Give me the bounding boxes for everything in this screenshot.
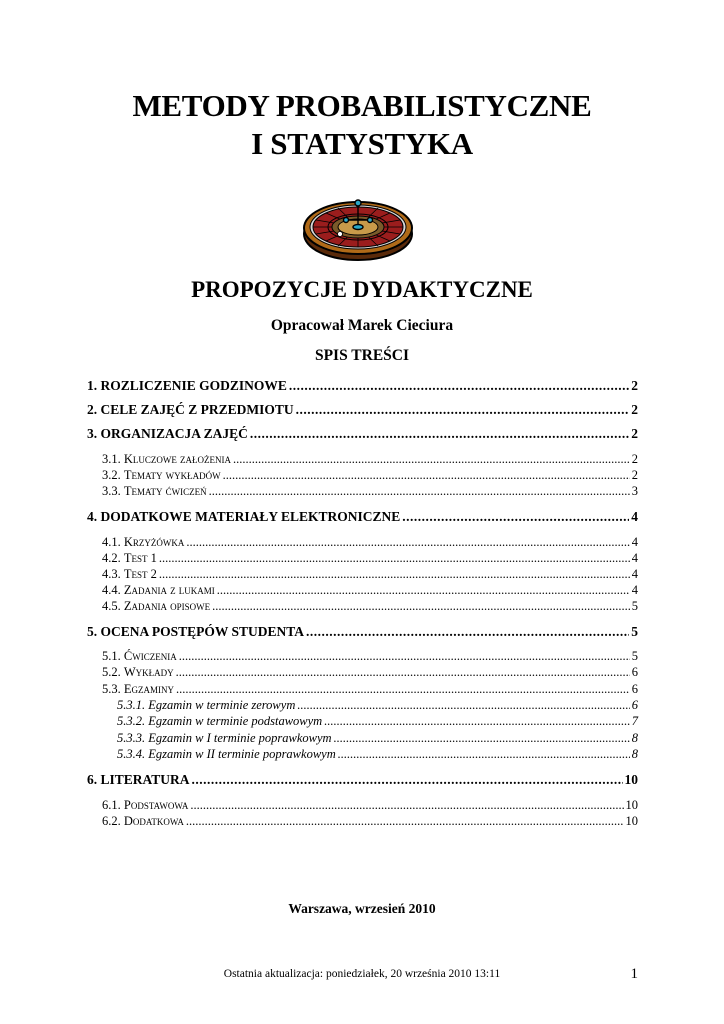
toc-leader bbox=[186, 813, 624, 829]
toc-entry-4-2[interactable] bbox=[102, 550, 638, 566]
toc-heading: SPIS TREŚCI bbox=[314, 347, 410, 364]
toc-page-number: 2 bbox=[631, 402, 638, 417]
toc-entry-label: Podstawowa bbox=[123, 798, 189, 812]
toc-entry-label: 1. ROZLICZENIE GODZINOWE bbox=[87, 378, 287, 393]
toc-leader bbox=[209, 483, 630, 499]
toc-entry-label: 5. OCENA POSTĘPÓW STUDENTA bbox=[87, 624, 305, 639]
toc-entry-label: Wykłady bbox=[123, 665, 174, 679]
toc-page-number: 10 bbox=[624, 772, 638, 787]
toc-entry-number: 4.4. bbox=[102, 583, 124, 597]
toc-entry-label: Tematy ćwiczeń bbox=[123, 484, 207, 498]
toc-page-number: 3 bbox=[631, 484, 638, 498]
toc-entry-number: 4.2. bbox=[102, 551, 124, 565]
toc-entry-label: Krzyżówka bbox=[123, 535, 185, 549]
toc-leader bbox=[176, 664, 630, 680]
toc-page-number: 2 bbox=[631, 426, 638, 441]
author-line: Opracował Marek Cieciura bbox=[270, 317, 454, 334]
toc-leader bbox=[250, 425, 629, 443]
toc-entry-number: 4.3. bbox=[102, 567, 124, 581]
toc-entry-label: Test 2 bbox=[123, 567, 157, 581]
toc-entry-number: 5.3. bbox=[102, 682, 124, 696]
toc-page-number: 8 bbox=[631, 731, 638, 745]
toc-entry-label: Egzaminy bbox=[123, 682, 175, 696]
toc-leader bbox=[306, 623, 629, 641]
toc-entry-label: Test 1 bbox=[123, 551, 157, 565]
toc-entry-6-1[interactable] bbox=[102, 797, 638, 813]
toc-page-number: 4 bbox=[631, 535, 638, 549]
toc-entry-label: Dodatkowa bbox=[123, 814, 184, 828]
footer-last-update: Ostatnia aktualizacja: poniedziałek, 20 września 2010 13:11 bbox=[223, 968, 501, 980]
toc-entry-5-3-1[interactable] bbox=[117, 697, 638, 713]
toc-entry-number: 6.2. bbox=[102, 814, 124, 828]
toc-entry-number: 5.1. bbox=[102, 649, 124, 663]
toc-page-number: 5 bbox=[631, 624, 638, 639]
toc-entry-number: 5.2. bbox=[102, 665, 124, 679]
toc-entry-number: 3.3. bbox=[102, 484, 124, 498]
toc-entry-number: 3.2. bbox=[102, 468, 124, 482]
toc-page-number: 10 bbox=[625, 798, 638, 812]
toc-page-number: 2 bbox=[631, 452, 638, 466]
toc-entry-number: 4.5. bbox=[102, 599, 124, 613]
toc-leader bbox=[402, 508, 629, 526]
toc-page-number: 4 bbox=[631, 567, 638, 581]
toc-leader bbox=[186, 534, 629, 550]
toc-leader bbox=[192, 771, 623, 789]
toc-page-number: 4 bbox=[631, 509, 638, 524]
toc-entry-label: 2. CELE ZAJĘĆ Z PRZEDMIOTU bbox=[87, 402, 294, 417]
toc-leader bbox=[289, 377, 629, 395]
toc-entry-label: Tematy wykładów bbox=[123, 468, 221, 482]
toc-page-number: 10 bbox=[625, 814, 638, 828]
toc-entry-3-3[interactable] bbox=[102, 483, 638, 499]
toc-leader bbox=[176, 681, 630, 697]
toc-page-number: 6 bbox=[631, 698, 638, 712]
toc-entry-label: Zadania z lukami bbox=[123, 583, 215, 597]
toc-entry-label: 5.3.4. Egzamin w II terminie poprawkowym bbox=[117, 747, 336, 761]
toc-entry-4-4[interactable] bbox=[102, 582, 638, 598]
document-subtitle: PROPOZYCJE DYDAKTYCZNE bbox=[191, 277, 533, 302]
toc-leader bbox=[324, 713, 630, 729]
toc-page-number: 8 bbox=[631, 747, 638, 761]
toc-page-number: 2 bbox=[631, 378, 638, 393]
toc-entry-6[interactable] bbox=[87, 771, 638, 789]
toc-leader bbox=[297, 697, 629, 713]
toc-entry-label: Kluczowe założenia bbox=[123, 452, 232, 466]
toc-entry-label: 3. ORGANIZACJA ZAJĘĆ bbox=[87, 426, 248, 441]
toc-entry-4[interactable] bbox=[87, 508, 638, 526]
toc-entry-number: 4.1. bbox=[102, 535, 124, 549]
place-and-date: Warszawa, wrzesień 2010 bbox=[288, 901, 436, 916]
toc-entry-3[interactable] bbox=[87, 425, 638, 443]
toc-entry-label: 4. DODATKOWE MATERIAŁY ELEKTRONICZNE bbox=[87, 509, 401, 524]
roulette-wheel-icon bbox=[302, 190, 414, 262]
toc-entry-3-2[interactable] bbox=[102, 467, 638, 483]
toc-leader bbox=[212, 598, 630, 614]
toc-page-number: 4 bbox=[631, 583, 638, 597]
toc-leader bbox=[217, 582, 630, 598]
toc-entry-label: 5.3.3. Egzamin w I terminie poprawkowym bbox=[117, 731, 332, 745]
toc-leader bbox=[159, 566, 630, 582]
toc-leader bbox=[296, 401, 630, 419]
toc-entry-number: 3.1. bbox=[102, 452, 124, 466]
page-number: 1 bbox=[630, 966, 638, 982]
toc-page-number: 5 bbox=[631, 599, 638, 613]
toc-entry-5-3-3[interactable] bbox=[117, 730, 638, 746]
toc-entry-4-5[interactable] bbox=[102, 598, 638, 614]
toc-entry-label: Zadania opisowe bbox=[123, 599, 211, 613]
toc-entry-5-3-2[interactable] bbox=[117, 713, 638, 729]
toc-entry-label: 6. LITERATURA bbox=[87, 772, 190, 787]
toc-entry-label: 5.3.2. Egzamin w terminie podstawowym bbox=[117, 714, 323, 728]
document-title-line1: METODY PROBABILISTYCZNE bbox=[132, 88, 592, 123]
toc-page-number: 6 bbox=[631, 682, 638, 696]
toc-page-number: 5 bbox=[631, 649, 638, 663]
toc-entry-number: 6.1. bbox=[102, 798, 124, 812]
toc-entry-5-2[interactable] bbox=[102, 664, 638, 680]
toc-leader bbox=[338, 746, 630, 762]
toc-entry-3-1[interactable] bbox=[102, 451, 638, 467]
document-title-line2: I STATYSTYKA bbox=[251, 126, 473, 161]
toc-leader bbox=[233, 451, 630, 467]
toc-entry-label: 5.3.1. Egzamin w terminie zerowym bbox=[117, 698, 296, 712]
toc-page-number: 2 bbox=[631, 468, 638, 482]
toc-entry-4-3[interactable] bbox=[102, 566, 638, 582]
toc-entry-5[interactable] bbox=[87, 623, 638, 641]
toc-entry-4-1[interactable] bbox=[102, 534, 638, 550]
toc-leader bbox=[334, 730, 630, 746]
toc-leader bbox=[179, 648, 630, 664]
toc-entry-6-2[interactable] bbox=[102, 813, 638, 829]
toc-page-number: 6 bbox=[631, 665, 638, 679]
toc-entry-1[interactable] bbox=[87, 377, 638, 395]
toc-entry-2[interactable] bbox=[87, 401, 638, 419]
toc-leader bbox=[190, 797, 623, 813]
toc-leader bbox=[159, 550, 630, 566]
toc-entry-5-3-4[interactable] bbox=[117, 746, 638, 762]
toc-entry-label: Ćwiczenia bbox=[123, 649, 177, 663]
toc-entry-5-1[interactable] bbox=[102, 648, 638, 664]
toc-page-number: 7 bbox=[631, 714, 638, 728]
toc-leader bbox=[223, 467, 630, 483]
toc-page-number: 4 bbox=[631, 551, 638, 565]
toc-entry-5-3[interactable] bbox=[102, 681, 638, 697]
